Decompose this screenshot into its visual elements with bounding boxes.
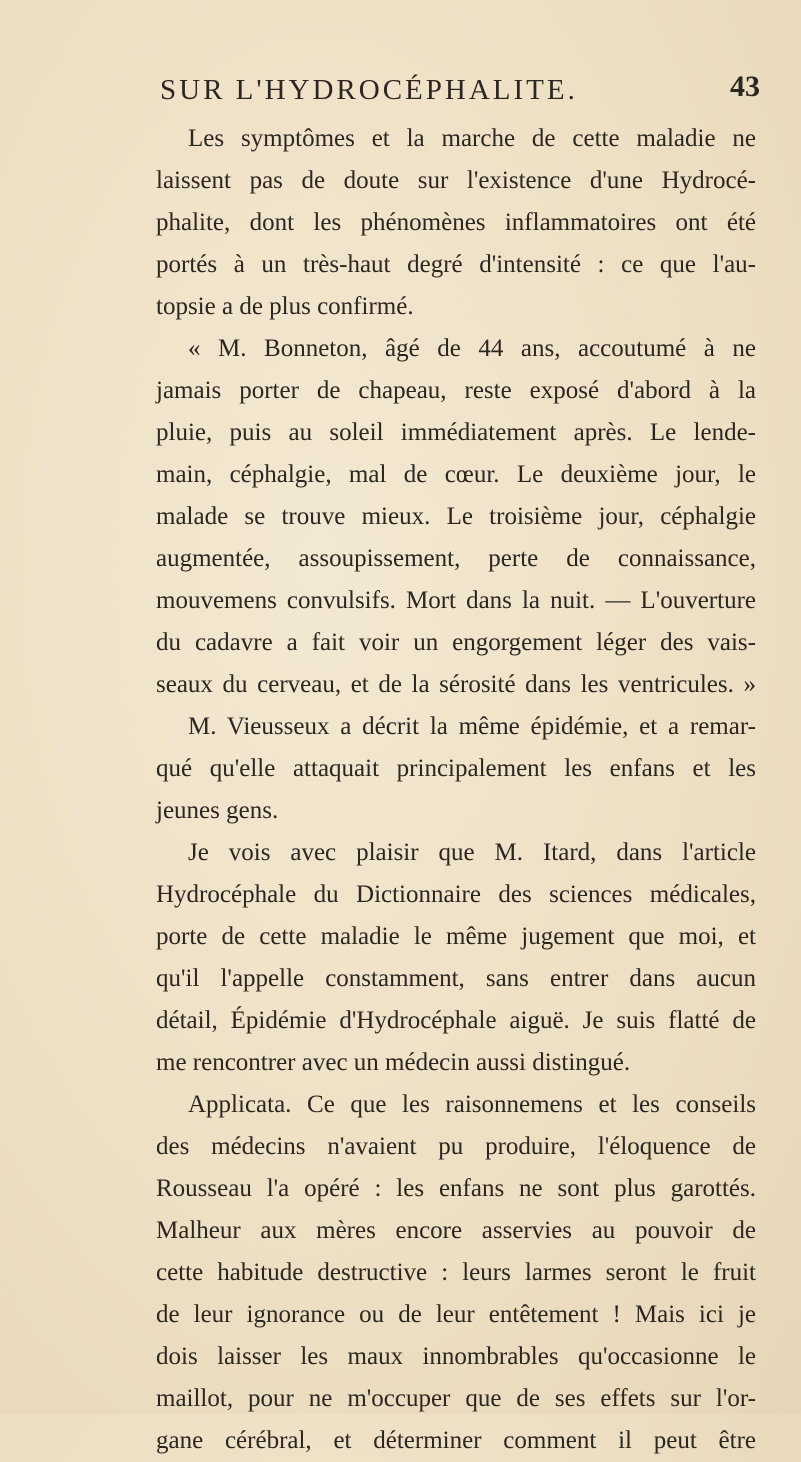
text-line: phalite, dont les phénomènes inflammatoires ont été bbox=[156, 209, 756, 236]
text-line: Malheur aux mères encore asservies au pouvoir de bbox=[156, 1217, 756, 1244]
page-number: 43 bbox=[730, 70, 760, 103]
text-line: Hydrocéphale du Dictionnaire des sciences médicales, bbox=[156, 881, 756, 908]
text-line: porte de cette maladie le même jugement que moi, et bbox=[156, 923, 756, 950]
text-line: mouvemens convulsifs. Mort dans la nuit. — L'ouverture bbox=[156, 587, 756, 614]
text-line: seaux du cerveau, et de la sérosité dans les ventricules. » bbox=[156, 671, 756, 698]
text-line: topsie a de plus confirmé. bbox=[156, 293, 414, 320]
text-line: cette habitude destructive : leurs larmes seront le fruit bbox=[156, 1259, 756, 1286]
page-header bbox=[160, 70, 760, 114]
text-line: main, céphalgie, mal de cœur. Le deuxième jour, le bbox=[156, 461, 756, 488]
text-line: pluie, puis au soleil immédiatement après. Le lende- bbox=[156, 419, 756, 446]
text-line: maillot, pour ne m'occuper que de ses effets sur l'or- bbox=[156, 1385, 756, 1412]
text-line: portés à un très-haut degré d'intensité : ce que l'au- bbox=[156, 251, 756, 278]
text-line: me rencontrer avec un médecin aussi distingué. bbox=[156, 1049, 631, 1076]
text-line: du cadavre a fait voir un engorgement léger des vais- bbox=[156, 629, 756, 656]
text-line: Applicata. Ce que les raisonnemens et les conseils bbox=[188, 1091, 756, 1118]
text-line: qué qu'elle attaquait principalement les enfans et les bbox=[156, 755, 756, 782]
text-line: augmentée, assoupissement, perte de connaissance, bbox=[156, 545, 756, 572]
text-line: laissent pas de doute sur l'existence d'une Hydrocé- bbox=[156, 167, 756, 194]
text-line: dois laisser les maux innombrables qu'occasionne le bbox=[156, 1343, 756, 1370]
text-line: « M. Bonneton, âgé de 44 ans, accoutumé à ne bbox=[188, 335, 756, 362]
body-text bbox=[156, 118, 756, 1462]
text-line: gane cérébral, et déterminer comment il peut être bbox=[156, 1427, 756, 1454]
text-line: Je vois avec plaisir que M. Itard, dans l'article bbox=[188, 839, 756, 866]
text-line: jeunes gens. bbox=[156, 797, 279, 824]
running-title: SUR L'HYDROCÉPHALITE. bbox=[160, 74, 578, 106]
text-line: M. Vieusseux a décrit la même épidémie, et a remar- bbox=[188, 713, 756, 740]
text-line: Rousseau l'a opéré : les enfans ne sont plus garottés. bbox=[156, 1175, 756, 1202]
text-line: Les symptômes et la marche de cette maladie ne bbox=[188, 125, 756, 152]
text-line: de leur ignorance ou de leur entêtement ! Mais ici je bbox=[156, 1301, 756, 1328]
text-line: malade se trouve mieux. Le troisième jour, céphalgie bbox=[156, 503, 756, 530]
text-line: jamais porter de chapeau, reste exposé d'abord à la bbox=[156, 377, 756, 404]
text-line: détail, Épidémie d'Hydrocéphale aiguë. Je suis flatté de bbox=[156, 1007, 756, 1034]
text-line: des médecins n'avaient pu produire, l'éloquence de bbox=[156, 1133, 756, 1160]
text-line: qu'il l'appelle constamment, sans entrer dans aucun bbox=[156, 965, 756, 992]
